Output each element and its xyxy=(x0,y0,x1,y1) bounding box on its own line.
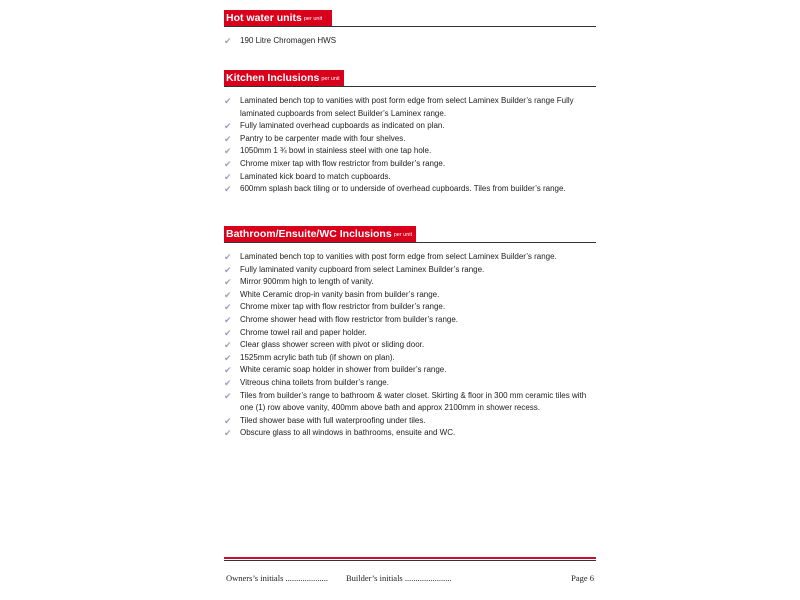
page-number: Page 6 xyxy=(571,573,594,583)
checkmark-icon: ✔ xyxy=(224,96,232,106)
bathroom-list xyxy=(224,251,596,440)
list-item: ✔ White Ceramic drop-in vanity basin from builder’s range. xyxy=(224,289,440,300)
checkmark-icon: ✔ xyxy=(224,415,232,426)
section-heading-bar xyxy=(224,70,344,86)
list-item: ✔ Fully laminated vanity cupboard from select Laminex Builder’s range. xyxy=(224,264,485,275)
section-title: Hot water units xyxy=(226,12,302,24)
list-item: ✔ Fully laminated overhead cupboards as indicated on plan. xyxy=(224,121,445,132)
section-heading xyxy=(224,70,596,87)
checkmark-icon: ✔ xyxy=(224,264,232,275)
list-item: ✔ Clear glass shower screen with pivot or sliding door. xyxy=(224,340,425,351)
footer-rule-red xyxy=(224,557,596,559)
checkmark-icon: ✔ xyxy=(224,158,232,169)
list-item: ✔ Laminated bench top to vanities with post form edge from select Laminex Builder’s range Fully laminated cupboards from select Builder’s Laminex range. xyxy=(224,96,574,118)
section-title: Kitchen Inclusions xyxy=(226,72,320,84)
list-item: ✔ Tiled shower base with full waterproofing under tiles. xyxy=(224,415,426,426)
per-unit-label: per unit xyxy=(321,76,340,82)
section-bathroom xyxy=(224,226,596,243)
checkmark-icon: ✔ xyxy=(224,121,232,132)
list-item: ✔ 1525mm acrylic bath tub (if shown on plan). xyxy=(224,352,395,363)
checkmark-icon: ✔ xyxy=(224,327,232,338)
checkmark-icon: ✔ xyxy=(224,428,232,439)
kitchen-list xyxy=(224,95,596,196)
hot-water-list xyxy=(224,35,596,48)
list-item: ✔ Pantry to be carpenter made with four shelves. xyxy=(224,133,406,144)
checkmark-icon: ✔ xyxy=(224,146,232,157)
section-heading-bar xyxy=(224,10,332,26)
checkmark-icon: ✔ xyxy=(224,352,232,363)
section-heading-bar xyxy=(224,226,416,242)
list-item: ✔ Laminated kick board to match cupboards. xyxy=(224,171,391,182)
footer-rule xyxy=(224,557,596,561)
list-item: ✔ 600mm splash back tiling or to underside of overhead cupboards. Tiles from builder’s range. xyxy=(224,184,566,195)
section-heading xyxy=(224,10,596,27)
list-item: ✔ White ceramic soap holder in shower from builder’s range. xyxy=(224,365,447,376)
checkmark-icon: ✔ xyxy=(224,390,232,401)
list-item: ✔ Tiles from builder’s range to bathroom & water closet. Skirting & floor in 300 mm ceramic tiles with one (1) row above vanity, 400mm above bath and approx 2100mm in shower recess. xyxy=(224,390,587,413)
section-hot-water xyxy=(224,10,596,27)
checkmark-icon: ✔ xyxy=(224,252,232,262)
builders-initials: Builder’s initials ...................... xyxy=(346,573,452,583)
per-unit-label: per unit xyxy=(393,232,413,238)
checkmark-icon: ✔ xyxy=(224,340,232,351)
list-item: ✔ Laminated bench top to vanities with post form edge from select Laminex Builder’s range. xyxy=(224,252,557,262)
footer-rule-dark xyxy=(224,560,596,561)
checkmark-icon: ✔ xyxy=(224,314,232,325)
checkmark-icon: ✔ xyxy=(224,171,232,182)
checkmark-icon: ✔ xyxy=(224,289,232,300)
section-kitchen xyxy=(224,70,596,87)
owners-initials: Owners’s initials .................... xyxy=(226,573,328,583)
checkmark-icon: ✔ xyxy=(224,133,232,144)
per-unit-label: per unit xyxy=(303,16,323,22)
list-item: ✔ Chrome mixer tap with flow restrictor from builder’s range. xyxy=(224,158,446,169)
checkmark-icon: ✔ xyxy=(224,302,232,313)
list-item: ✔ 190 Litre Chromagen HWS xyxy=(224,36,337,46)
checkmark-icon: ✔ xyxy=(224,277,232,288)
list-item: ✔ 1050mm 1 ¾ bowl in stainless steel with one tap hole. xyxy=(224,146,432,157)
checkmark-icon: ✔ xyxy=(224,365,232,376)
list-item: ✔ Vitreous china toilets from builder’s range. xyxy=(224,377,389,388)
list-item: ✔ Obscure glass to all windows in bathrooms, ensuite and WC. xyxy=(224,428,456,439)
checkmark-icon: ✔ xyxy=(224,36,232,46)
checkmark-icon: ✔ xyxy=(224,184,232,195)
list-item: ✔ Chrome towel rail and paper holder. xyxy=(224,327,367,338)
list-item: ✔ Mirror 900mm high to length of vanity. xyxy=(224,277,374,288)
section-title: Bathroom/Ensuite/WC Inclusions xyxy=(226,228,392,240)
section-heading xyxy=(224,226,596,243)
list-item: ✔ Chrome shower head with flow restrictor from builder’s range. xyxy=(224,314,459,325)
checkmark-icon: ✔ xyxy=(224,377,232,388)
list-item: ✔ Chrome mixer tap with flow restrictor from builder’s range. xyxy=(224,302,446,313)
